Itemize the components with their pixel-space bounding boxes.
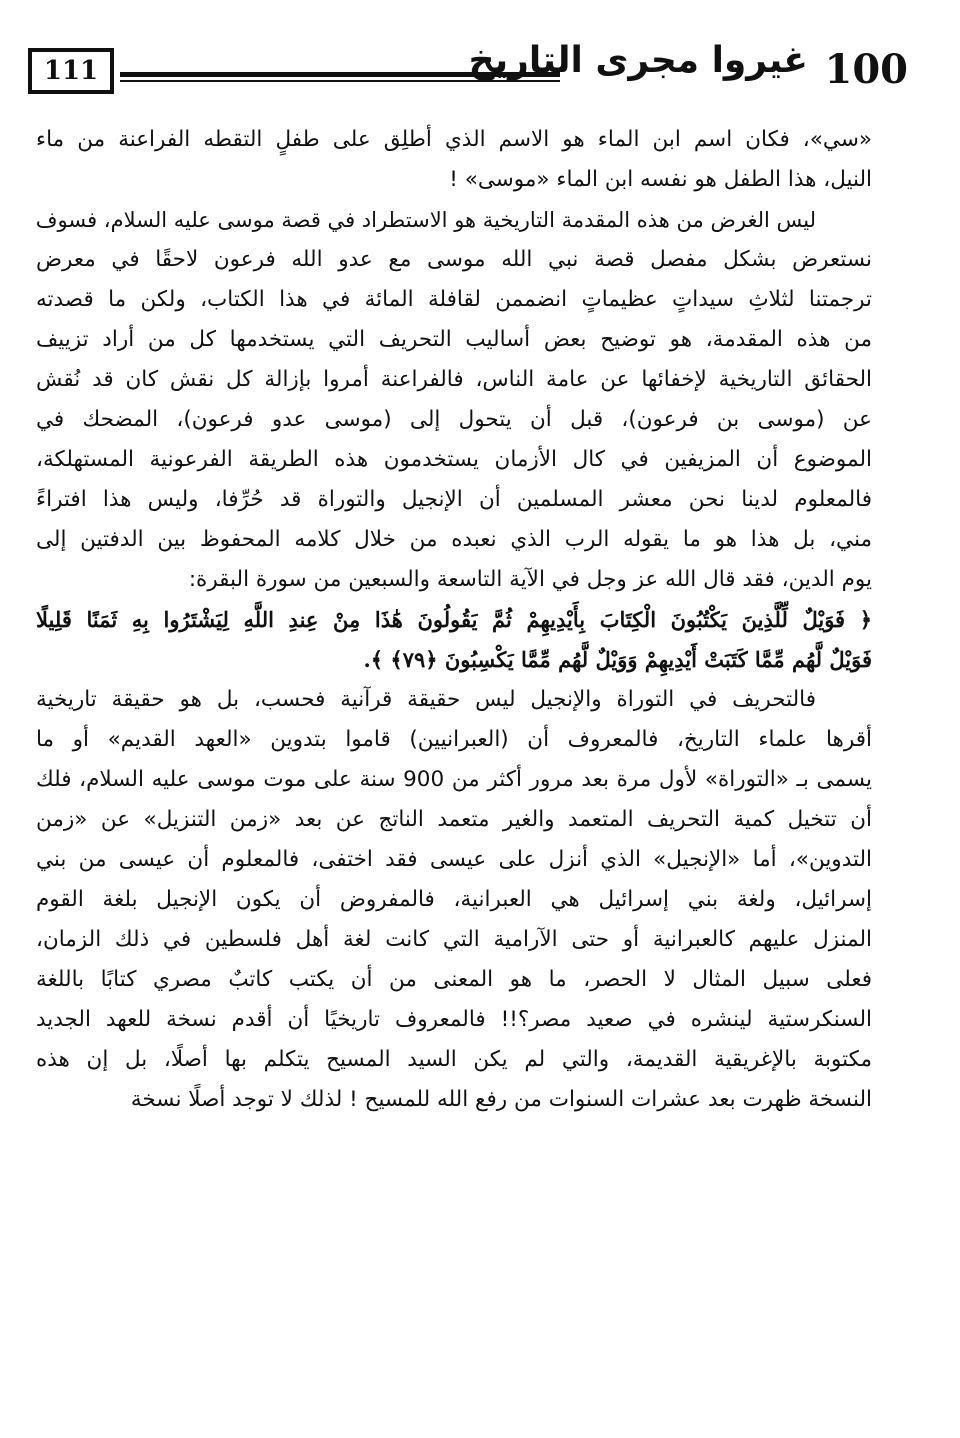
text-line: «سي»، فكان اسم ابن الماء هو الاسم الذي أطلِق على طفلٍ التقطه الفراعنة من ماء <box>36 127 872 152</box>
text-line: نستعرض بشكل مفصل قصة نبي الله موسى مع عدو الله فرعون لاحقًا في معرض <box>36 247 872 272</box>
verse-line: فَوَيْلٌ لَّهُم مِّمَّا كَتَبَتْ أَيْدِيهِمْ وَوَيْلٌ لَّهُم مِّمَّا يَكْسِبُونَ ﴿٧٩﴾ ﴾. <box>363 647 872 672</box>
text-line: أن تتخيل كمية التحريف المتعمد والغير متعمد الناتج عن بعد «زمن التنزيل» عن «زمن <box>36 807 872 832</box>
page-body <box>36 120 872 1120</box>
running-header <box>28 40 908 106</box>
verse-line: ﴿ فَوَيْلٌ لِّلَّذِينَ يَكْتُبُونَ الْكِتَابَ بِأَيْدِيهِمْ ثُمَّ يَقُولُونَ هَٰذَا مِنْ عِندِ اللَّهِ لِيَشْتَرُوا بِهِ ثَمَنًا قَلِيلًا <box>36 607 872 632</box>
text-line: النيل، هذا الطفل هو نفسه ابن الماء «موسى» ! <box>449 167 872 192</box>
text-line: التدوين»، أما «الإنجيل» الذي أنزل على عيسى فقد اختفى، فالمعلوم أن عيسى من بني <box>36 847 872 872</box>
text-line: الحقائق التاريخية لإخفائها عن عامة الناس، فالفراعنة أمروا بإزالة كل نقش كان قد نُقش <box>36 367 872 392</box>
text-line: الموضوع أن المزيفين في كال الأزمان يستخدمون هذه الطريقة الفرعونية المستهلكة، <box>36 447 872 472</box>
text-line: أقرها علماء التاريخ، فالمعروف أن (العبرانيين) قاموا بتدوين «العهد القديم» أو ما <box>36 727 872 752</box>
text-line: عن (موسى بن فرعون)، قبل أن يتحول إلى (موسى عدو فرعون)، المضحك في <box>36 407 872 432</box>
text-line: فالتحريف في التوراة والإنجيل ليس حقيقة قرآنية فحسب، بل هو حقيقة تاريخية <box>36 687 816 712</box>
quran-verse <box>36 600 872 680</box>
text-line: إسرائيل، ولغة بني إسرائيل هي العبرانية، فالمفروض أن يكون الإنجيل بلغة القوم <box>36 887 872 912</box>
text-line: ترجمتنا لثلاثِ سيداتٍ عظيماتٍ انضممن لقافلة المائة في هذا الكتاب، ولكن ما قصدته <box>36 287 872 312</box>
book-title: غيروا مجرى التاريخ <box>468 40 808 81</box>
text-line: فالمعلوم لدينا نحن معشر المسلمين أن الإنجيل والتوراة قد حُرِّفا، وليس هذا افتراءً <box>36 487 872 512</box>
text-line: يسمى بـ «التوراة» لأول مرة بعد مرور أكثر من 900 سنة على موت موسى عليه السلام، فلك <box>36 767 872 792</box>
page-number: 111 <box>28 48 114 94</box>
text-line: مكتوبة بالإغريقية القديمة، والتي لم يكن السيد المسيح يتكلم بها أصلًا، بل إن هذه <box>36 1047 872 1072</box>
paragraph <box>36 680 872 1120</box>
text-line: من هذه المقدمة، هو توضيح بعض أساليب التحريف التي يستخدمها كل من أراد تزييف <box>36 327 872 352</box>
text-line: السنكرستية لينشره في صعيد مصر؟!! فالمعروف تاريخيًا أن أقدم نسخة للعهد الجديد <box>36 1007 872 1032</box>
text-line: فعلى سبيل المثال لا الحصر، ما هو المعنى من أن يكتب كاتبٌ مصري كتابًا باللغة <box>36 967 872 992</box>
text-line: مني، بل هذا هو ما يقوله الرب الذي نعبده من خلال كلامه المحفوظ بين الدفتين إلى <box>36 527 872 552</box>
paragraph <box>36 120 872 200</box>
text-line: ليس الغرض من هذه المقدمة التاريخية هو الاستطراد في قصة موسى عليه السلام، فسوف <box>36 208 816 232</box>
text-line: النسخة ظهرت بعد عشرات السنوات من رفع الله للمسيح ! لذلك لا توجد أصلًا نسخة <box>130 1087 872 1112</box>
text-line: المنزل عليهم كالعبرانية أو حتى الآرامية التي كانت لغة أهل فلسطين في ذلك الزمان، <box>36 927 872 952</box>
book-number: 100 <box>824 46 908 93</box>
text-line: يوم الدين، فقد قال الله عز وجل في الآية التاسعة والسبعين من سورة البقرة: <box>188 567 872 592</box>
paragraph <box>36 200 872 600</box>
